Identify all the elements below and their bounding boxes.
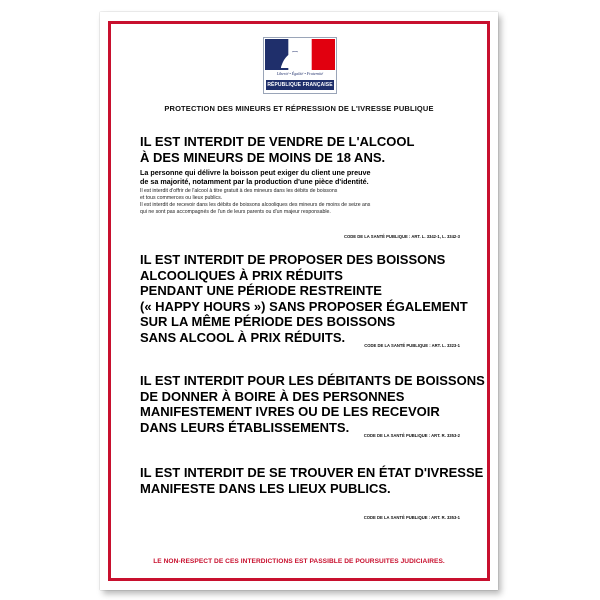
republic-label: RÉPUBLIQUE FRANÇAISE xyxy=(267,82,333,88)
section-subtitle xyxy=(140,168,466,186)
republic-motto: Liberté • Égalité • Fraternité xyxy=(276,71,324,76)
poster-sheet xyxy=(100,12,498,590)
detail-line: et tous commerces ou lieux publics. xyxy=(140,195,223,202)
title-line: DE DONNER À BOIRE À DES PERSONNES xyxy=(140,388,405,404)
title-line: SUR LA MÊME PÉRIODE DES BOISSONS xyxy=(140,314,396,330)
detail-line: Il est interdit de recevoir dans les débits de boissons alcooliques des mineurs de moins de seize ans xyxy=(140,202,371,209)
title-line: MANIFESTEMENT IVRES OU DE LES RECEVOIR xyxy=(140,404,440,420)
law-reference: CODE DE LA SANTÉ PUBLIQUE : ART. L. 3342-1, L. 3342-3 xyxy=(343,234,460,239)
title-line: MANIFESTE DANS LES LIEUX PUBLICS. xyxy=(140,480,391,496)
title-line: ALCOOLIQUES À PRIX RÉDUITS xyxy=(140,267,343,283)
law-reference: CODE DE LA SANTÉ PUBLIQUE : ART. R. 3353-2 xyxy=(363,433,460,438)
title-line: IL EST INTERDIT DE VENDRE DE L'ALCOOL xyxy=(140,134,415,149)
title-line: À DES MINEURS DE MOINS DE 18 ANS. xyxy=(140,149,386,165)
title-line: IL EST INTERDIT DE PROPOSER DES BOISSONS xyxy=(140,252,446,267)
detail-line: qui ne sont pas accompagnés de l'un de leurs parents ou d'un majeur responsable. xyxy=(140,209,331,216)
section-title xyxy=(140,134,466,165)
section-title xyxy=(140,465,484,496)
section-happy-hours xyxy=(140,252,466,346)
section-title xyxy=(140,252,466,346)
title-line: (« HAPPY HOURS ») SANS PROPOSER ÉGALEMENT xyxy=(140,298,468,314)
penalty-warning: LE NON-RESPECT DE CES INTERDICTIONS EST PASSIBLE DE POURSUITES JUDICIAIRES. xyxy=(153,558,445,565)
title-line: DANS LEURS ÉTABLISSEMENTS. xyxy=(140,419,350,435)
title-line: SANS ALCOOL À PRIX RÉDUITS. xyxy=(140,329,346,345)
law-reference: CODE DE LA SANTÉ PUBLIQUE : ART. L. 3323-1 xyxy=(364,343,460,348)
detail-line: Il est interdit d'offrir de l'alcool à titre gratuit à des mineurs dans les débits de boissons xyxy=(140,188,338,195)
marianne-logo xyxy=(263,37,337,94)
poster-header: PROTECTION DES MINEURS ET RÉPRESSION DE L'IVRESSE PUBLIQUE xyxy=(164,104,434,113)
section-public-drunkenness xyxy=(140,465,484,496)
section-details xyxy=(140,188,466,216)
section-title xyxy=(140,373,485,435)
marianne-flag-icon xyxy=(265,39,335,70)
section-drunk-customers xyxy=(140,373,485,435)
subtitle-line: de sa majorité, notamment par la production d'une pièce d'identité. xyxy=(140,177,369,187)
title-line: IL EST INTERDIT POUR LES DÉBITANTS DE BOISSONS xyxy=(140,373,485,388)
title-line: PENDANT UNE PÉRIODE RESTREINTE xyxy=(140,283,382,299)
section-minors xyxy=(140,134,466,216)
subtitle-line: La personne qui délivre la boisson peut exiger du client une preuve xyxy=(140,168,371,178)
title-line: IL EST INTERDIT DE SE TROUVER EN ÉTAT D'IVRESSE xyxy=(140,465,484,480)
law-reference: CODE DE LA SANTÉ PUBLIQUE : ART. R. 3353-1 xyxy=(363,515,460,520)
